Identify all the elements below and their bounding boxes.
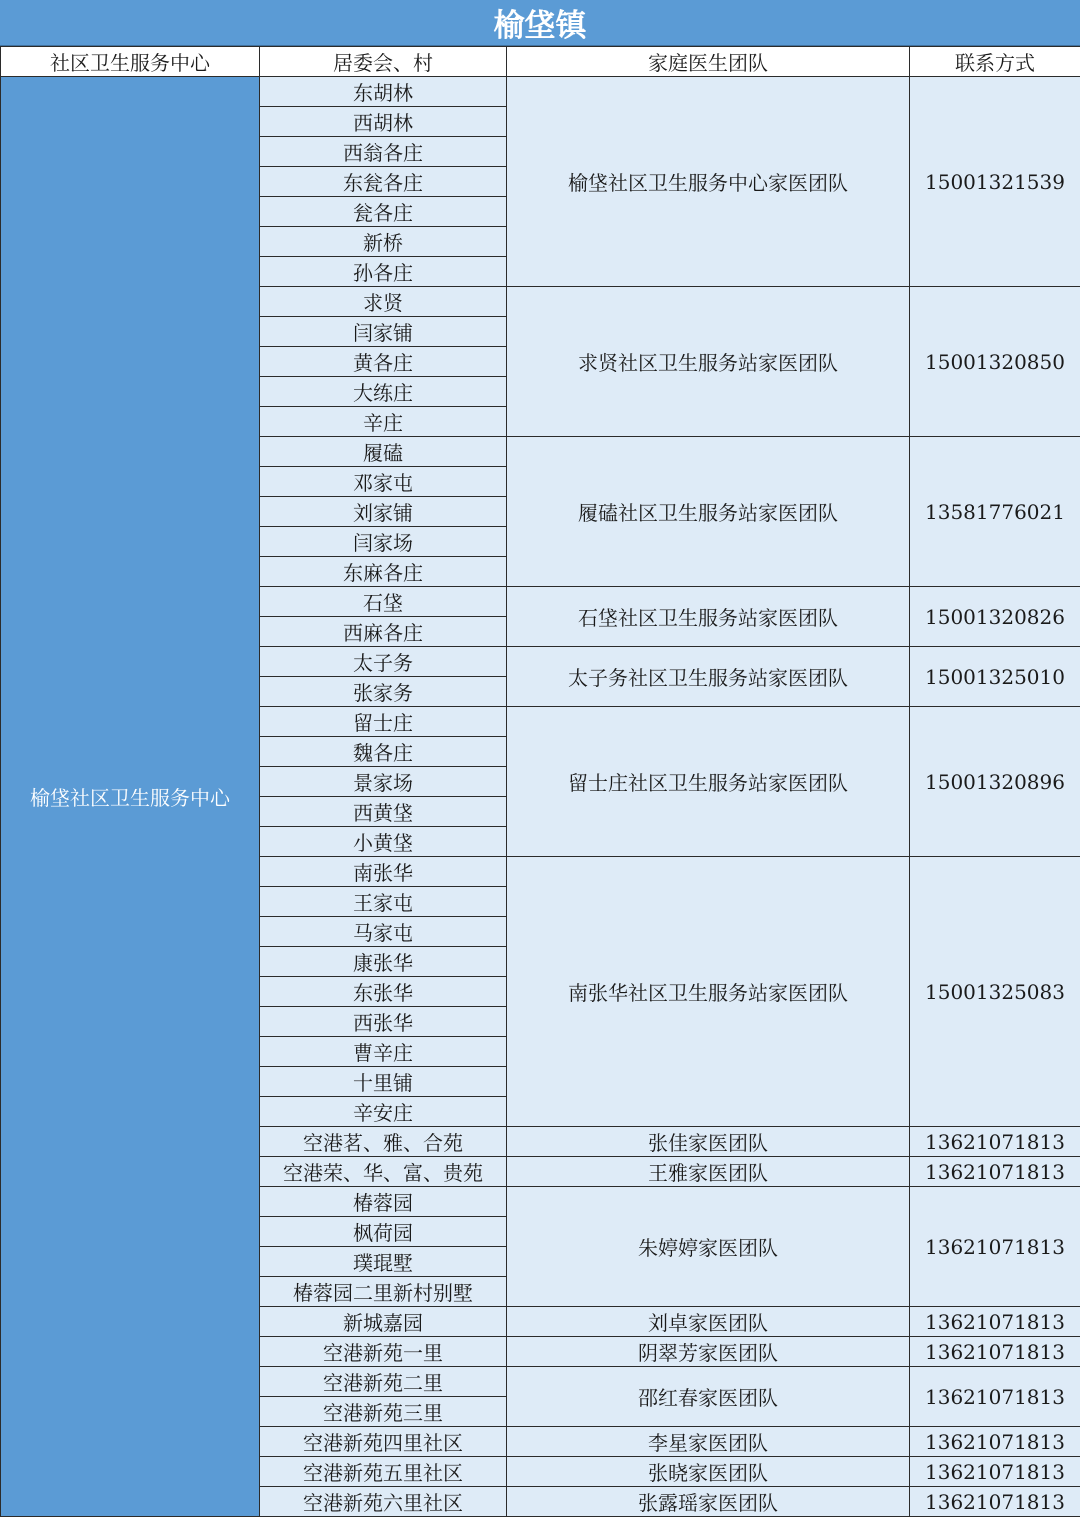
phone-cell: 15001320850 [910, 287, 1080, 437]
village-cell: 西张华 [260, 1007, 507, 1037]
village-cell: 椿蓉园二里新村别墅 [260, 1277, 507, 1307]
family-doctor-table [0, 46, 1080, 1517]
village-cell: 椿蓉园 [260, 1187, 507, 1217]
phone-cell: 15001320896 [910, 707, 1080, 857]
village-cell: 石垡 [260, 587, 507, 617]
phone-cell: 13621071813 [910, 1427, 1080, 1457]
village-cell: 东张华 [260, 977, 507, 1007]
village-cell: 十里铺 [260, 1067, 507, 1097]
village-cell: 太子务 [260, 647, 507, 677]
table-row [1, 77, 1080, 107]
team-cell: 张晓家医团队 [507, 1457, 910, 1487]
village-cell: 履磕 [260, 437, 507, 467]
village-cell: 空港茗、雅、合苑 [260, 1127, 507, 1157]
team-cell: 张露瑶家医团队 [507, 1487, 910, 1517]
village-cell: 空港新苑四里社区 [260, 1427, 507, 1457]
village-cell: 辛安庄 [260, 1097, 507, 1127]
phone-cell: 13621071813 [910, 1187, 1080, 1307]
phone-cell: 13621071813 [910, 1157, 1080, 1187]
village-cell: 空港新苑三里 [260, 1397, 507, 1427]
village-cell: 西胡林 [260, 107, 507, 137]
team-cell: 榆垡社区卫生服务中心家医团队 [507, 77, 910, 287]
village-cell: 辛庄 [260, 407, 507, 437]
village-cell: 空港新苑五里社区 [260, 1457, 507, 1487]
village-cell: 闫家场 [260, 527, 507, 557]
village-cell: 璞琨墅 [260, 1247, 507, 1277]
team-cell: 石垡社区卫生服务站家医团队 [507, 587, 910, 647]
team-cell: 朱婷婷家医团队 [507, 1187, 910, 1307]
header-contact: 联系方式 [910, 47, 1080, 77]
page-title: 榆垡镇 [0, 0, 1080, 46]
village-cell: 空港新苑六里社区 [260, 1487, 507, 1517]
team-cell: 南张华社区卫生服务站家医团队 [507, 857, 910, 1127]
village-cell: 新桥 [260, 227, 507, 257]
team-cell: 太子务社区卫生服务站家医团队 [507, 647, 910, 707]
village-cell: 求贤 [260, 287, 507, 317]
phone-cell: 13621071813 [910, 1487, 1080, 1517]
team-cell: 留士庄社区卫生服务站家医团队 [507, 707, 910, 857]
phone-cell: 15001320826 [910, 587, 1080, 647]
phone-cell: 15001325010 [910, 647, 1080, 707]
team-cell: 阴翠芳家医团队 [507, 1337, 910, 1367]
village-cell: 空港新苑一里 [260, 1337, 507, 1367]
team-cell: 邵红春家医团队 [507, 1367, 910, 1427]
phone-cell: 15001325083 [910, 857, 1080, 1127]
village-cell: 西翁各庄 [260, 137, 507, 167]
phone-cell: 13621071813 [910, 1307, 1080, 1337]
village-cell: 新城嘉园 [260, 1307, 507, 1337]
village-cell: 大练庄 [260, 377, 507, 407]
team-cell: 王雅家医团队 [507, 1157, 910, 1187]
phone-cell: 13621071813 [910, 1337, 1080, 1367]
village-cell: 闫家铺 [260, 317, 507, 347]
village-cell: 孙各庄 [260, 257, 507, 287]
header-village: 居委会、村 [260, 47, 507, 77]
village-cell: 东麻各庄 [260, 557, 507, 587]
header-team: 家庭医生团队 [507, 47, 910, 77]
team-cell: 履磕社区卫生服务站家医团队 [507, 437, 910, 587]
center-name-cell: 榆垡社区卫生服务中心 [1, 77, 260, 1517]
village-cell: 东瓮各庄 [260, 167, 507, 197]
village-cell: 瓮各庄 [260, 197, 507, 227]
header-center: 社区卫生服务中心 [1, 47, 260, 77]
village-cell: 魏各庄 [260, 737, 507, 767]
village-cell: 东胡林 [260, 77, 507, 107]
village-cell: 黄各庄 [260, 347, 507, 377]
phone-cell: 13621071813 [910, 1367, 1080, 1427]
village-cell: 康张华 [260, 947, 507, 977]
team-cell: 张佳家医团队 [507, 1127, 910, 1157]
phone-cell: 13621071813 [910, 1127, 1080, 1157]
phone-cell: 13621071813 [910, 1457, 1080, 1487]
village-cell: 曹辛庄 [260, 1037, 507, 1067]
village-cell: 空港荣、华、富、贵苑 [260, 1157, 507, 1187]
village-cell: 西麻各庄 [260, 617, 507, 647]
team-cell: 求贤社区卫生服务站家医团队 [507, 287, 910, 437]
village-cell: 邓家屯 [260, 467, 507, 497]
village-cell: 空港新苑二里 [260, 1367, 507, 1397]
village-cell: 刘家铺 [260, 497, 507, 527]
team-cell: 李星家医团队 [507, 1427, 910, 1457]
table-body [1, 77, 1080, 1517]
village-cell: 张家务 [260, 677, 507, 707]
village-cell: 枫荷园 [260, 1217, 507, 1247]
phone-cell: 13581776021 [910, 437, 1080, 587]
village-cell: 景家场 [260, 767, 507, 797]
village-cell: 王家屯 [260, 887, 507, 917]
village-cell: 留士庄 [260, 707, 507, 737]
village-cell: 西黄垡 [260, 797, 507, 827]
phone-cell: 15001321539 [910, 77, 1080, 287]
village-cell: 马家屯 [260, 917, 507, 947]
village-cell: 小黄垡 [260, 827, 507, 857]
village-cell: 南张华 [260, 857, 507, 887]
header-row [1, 47, 1080, 77]
team-cell: 刘卓家医团队 [507, 1307, 910, 1337]
